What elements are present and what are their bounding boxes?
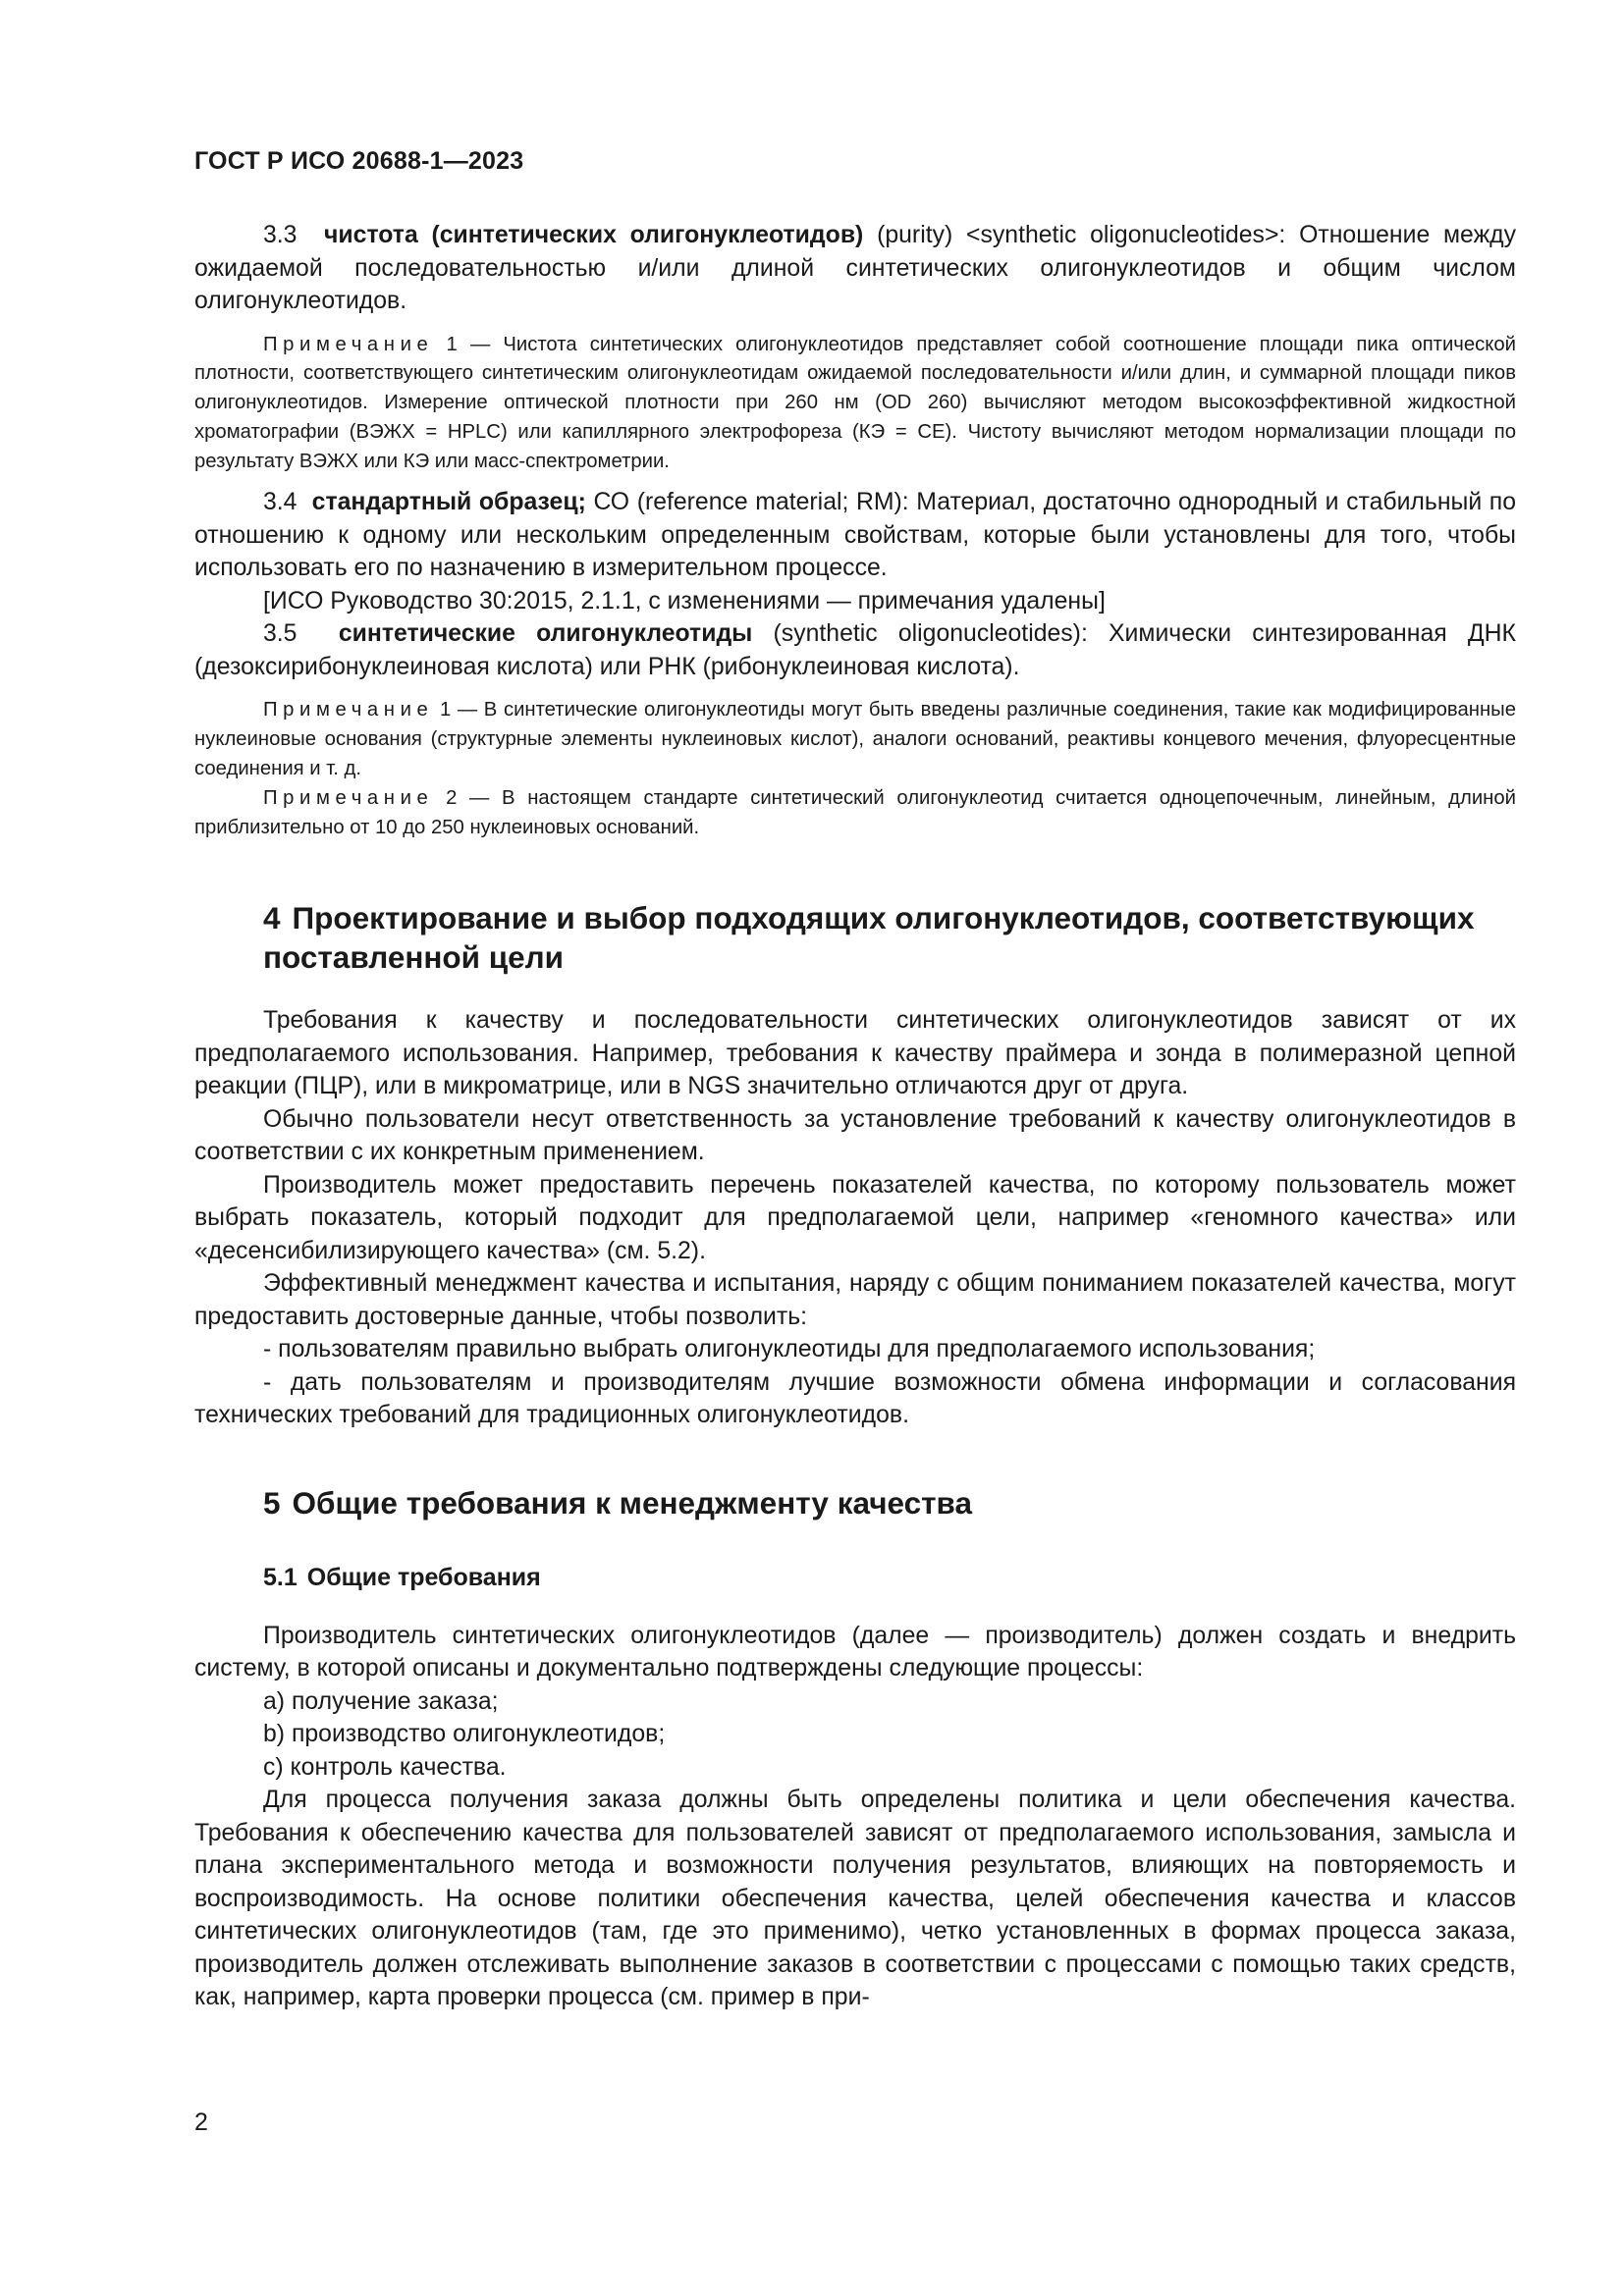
section-5-1-heading: 5.1 Общие требования bbox=[263, 1563, 541, 1591]
section-4-list-item: - дать пользователям и производителям лучшие возможности обмена информации и согласования технических требований для традиционных олигонуклеотидов. bbox=[194, 1368, 1516, 1429]
clause-3-4-source: [ИСО Руководство 30:2015, 2.1.1, с изменениями — примечания удалены] bbox=[263, 587, 1106, 614]
section-4-paragraph: Обычно пользователи несут ответственность за установление требований к качеству олигонуклеотидов в соответствии с их конкретным применением. bbox=[194, 1105, 1516, 1166]
clause-3-5: 3.5 синтетические олигонуклеотиды (synthetic oligonucleotides): Химически синтезированная ДНК (дезоксирибонуклеиновая кислота) или РНК (рибонуклеиновая кислота). bbox=[194, 620, 1516, 680]
section-5-1-list-item: c) контроль качества. bbox=[263, 1753, 507, 1781]
section-5-1-list-item: b) производство олигонуклеотидов; bbox=[263, 1721, 666, 1748]
section-5-1-intro: Производитель синтетических олигонуклеотидов (далее — производитель) должен создать и внедрить систему, в которой описаны и документально подтверждены следующие процессы: bbox=[194, 1622, 1516, 1682]
term-synthetic-oligonucleotides: синтетические олигонуклеотиды bbox=[338, 620, 753, 648]
section-4-heading: 4 Проектирование и выбор подходящих олигонуклеотидов, соответствующих поставленной цели bbox=[263, 900, 1475, 976]
clause-3-3: 3.3 чистота (синтетических олигонуклеотидов) (purity) <synthetic oligonucleotides>: Отношение между ожидаемой последовательностью и/или длиной синтетических олигонуклеотидов и общим числом олигонуклеотидов. bbox=[194, 222, 1517, 314]
section-5-heading: 5 Общие требования к менеджменту качества bbox=[263, 1484, 973, 1521]
section-4-paragraph: Производитель может предоставить перечень показателей качества, по которому пользователь может выбрать показатель, который подходит для предполагаемой цели, например «геномного качества» или «десенсибилизирующего качества» (см. 5.2). bbox=[194, 1171, 1516, 1264]
note-3-3-1: Примечание 1 — Чистота синтетических олигонуклеотидов представляет собой соотношение площади пика оптической плотности, соответствующего синтетическим олигонуклеотидам ожидаемой последовательности и/или длин, и суммарной площади пиков олигонуклеотидов. Измерение оптической плотности при 260 нм (OD 260) вычисляют методом высокоэффективной жидкостной хроматографии (ВЭЖХ = HPLC) или капиллярного электрофореза (КЭ = СЕ). Чистоту вычисляют методом нормализации площади по результату ВЭЖХ или КЭ или масс-спектрометрии. bbox=[194, 333, 1516, 472]
term-purity: чистота (синтетических олигонуклеотидов) bbox=[324, 222, 864, 248]
note-3-5-1: Примечание 1 — В синтетические олигонуклеотиды могут быть введены различные соединения, такие как модифицированные нуклеиновые основания (структурные элементы нуклеиновых кислот), аналоги оснований, реактивы концевого мечения, флуоресцентные соединения и т. д. bbox=[194, 699, 1516, 780]
section-5-1-list-item: a) получение заказа; bbox=[263, 1687, 499, 1715]
document-page bbox=[194, 147, 1516, 2014]
page-number: 2 bbox=[194, 2109, 208, 2136]
term-reference-material: стандартный образец; bbox=[311, 489, 586, 516]
section-4-paragraph: Эффективный менеджмент качества и испытания, наряду с общим пониманием показателей качества, могут предоставить достоверные данные, чтобы позволить: bbox=[194, 1270, 1516, 1330]
document-header: ГОСТ Р ИСО 20688-1—2023 bbox=[194, 147, 524, 175]
section-4-paragraph: Требования к качеству и последовательности синтетических олигонуклеотидов зависят от их предполагаемого использования. Например, требования к качеству праймера и зонда в полимеразной цепной реакции (ПЦР), или в микроматрице, или в NGS значительно отличаются друг от друга. bbox=[194, 1007, 1516, 1100]
section-4-list-item: - пользователям правильно выбрать олигонуклеотиды для предполагаемого использования; bbox=[263, 1336, 1316, 1363]
section-5-1-paragraph: Для процесса получения заказа должны быть определены политика и цели обеспечения качества. Требования к обеспечению качества для пользователей зависят от предполагаемого использования, замысла и плана экспериментального метода и возможности получения результатов, влияющих на повторяемость и воспроизводимость. На основе политики обеспечения качества, целей обеспечения качества и классов синтетических олигонуклеотидов (там, где это применимо), четко установленных в формах процесса заказа, производитель должен отслеживать выполнение заказов в соответствии с процессами с помощью таких средств, как, например, карта проверки процесса (см. пример в при- bbox=[194, 1787, 1516, 2011]
note-3-5-2: Примечание 2 — В настоящем стандарте синтетический олигонуклеотид считается одноцепочечным, линейным, длиной приблизительно от 10 до 250 нуклеиновых оснований. bbox=[194, 786, 1516, 838]
clause-3-4: 3.4 стандартный образец; СО (reference material; RM): Материал, достаточно однородный и стабильный по отношению к одному или нескольким определенным свойствам, которые были установлены для того, чтобы использовать его по назначению в измерительном процессе. bbox=[194, 489, 1516, 582]
